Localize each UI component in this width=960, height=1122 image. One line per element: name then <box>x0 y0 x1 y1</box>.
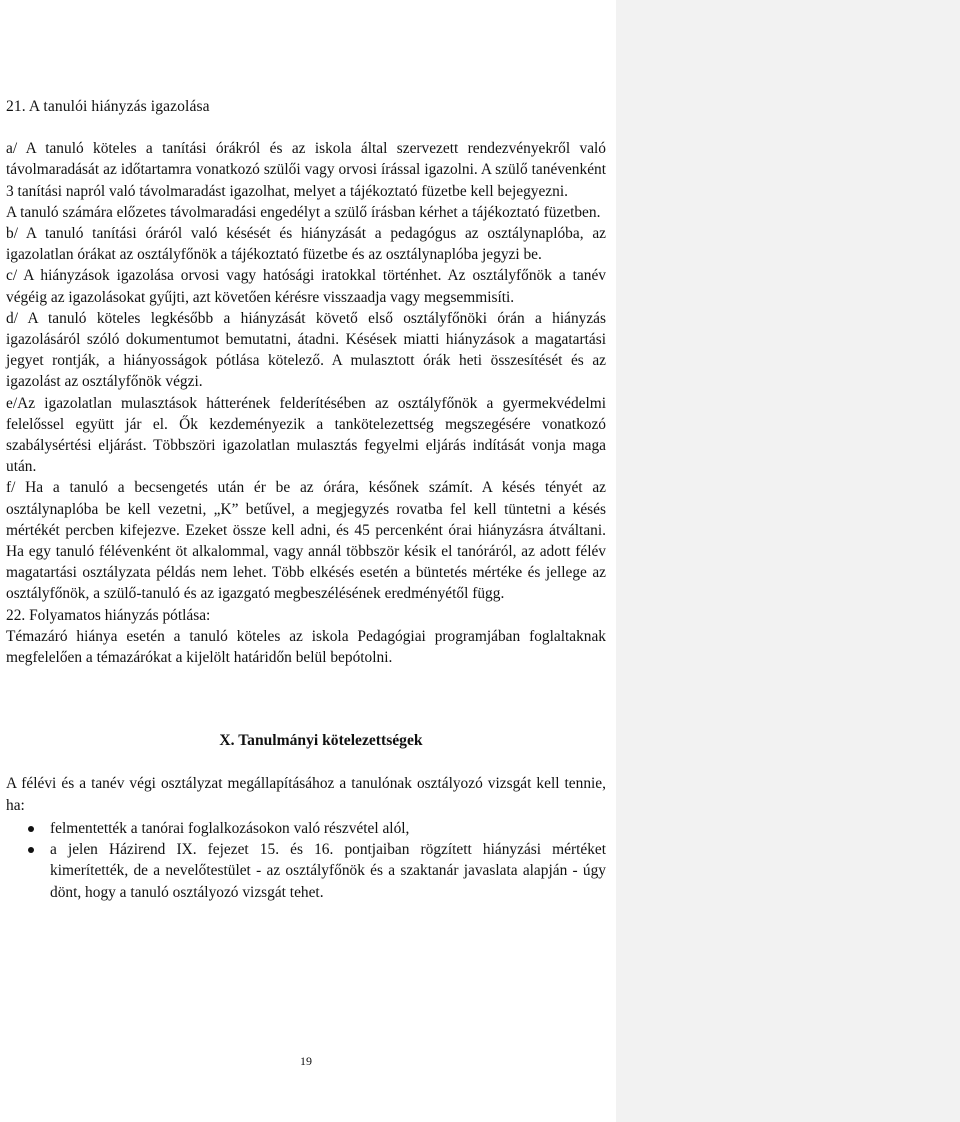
paragraph-b: b/ A tanuló tanítási óráról való késését és hiányzását a pedagógus az osztálynaplóba, az igazolatlan órákat az osztályfőnök a tájékoztató füzetbe és az osztálynaplóba jegyzi be. <box>6 225 606 264</box>
paragraph-22: Témazáró hiánya esetén a tanuló köteles az iskola Pedagógiai programjában foglaltaknak megfelelően a témazárókat a kijelölt határidőn belül bepótolni. <box>6 627 606 667</box>
bullet-icon <box>28 847 34 853</box>
list-item-text: a jelen Házirend IX. fejezet 15. és 16. pontjaiban rögzített hiányzási mértéket kimerítették, de a nevelőtestület - az osztályfőnök és a szaktanár javaslata alapján - úgy dönt, hogy a tanuló osztályozó vizsgát tehet. <box>50 841 606 901</box>
section-heading: 21. A tanulói hiányzás igazolása <box>6 98 210 115</box>
document-body <box>6 96 606 903</box>
paragraph-a: a/ A tanuló köteles a tanítási órákról és az iskola által szervezett rendezvényekről való távolmaradását az időtartamra vonatkozó szülői vagy orvosi írással igazolni. A szülő tanévenként 3 tanítási napról való távolmaradást igazolhat, melyet a tájékoztató füzetbe kell bejegyezni. <box>6 140 606 200</box>
bullet-icon <box>28 826 34 832</box>
paragraph-c: c/ A hiányzások igazolása orvosi vagy hatósági iratokkal történhet. Az osztályfőnök a tanév végéig az igazolásokat gyűjti, azt követően kérésre visszaadja vagy megsemmisíti. <box>6 267 606 306</box>
subheading-22: 22. Folyamatos hiányzás pótlása: <box>6 606 211 624</box>
chapter-title: X. Tanulmányi kötelezettségek <box>219 732 423 750</box>
paragraph-e: e/Az igazolatlan mulasztások hátterének felderítésében az osztályfőnök a gyermekvédelmi felelőssel együtt jár el. Ők kezdeményezik a tankötelezettség megszegésére vonatkozó szabálysértési eljárást. Többszöri igazolatlan mulasztás fegyelmi eljárás indítását vonja maga után. <box>6 394 606 476</box>
chapter-intro: A félévi és a tanév végi osztályzat megállapításához a tanulónak osztályozó vizsgát kell tennie, ha: <box>6 775 606 814</box>
comment-margin-panel <box>616 0 960 1122</box>
list-item <box>6 839 606 903</box>
paragraph-f: f/ Ha a tanuló a becsengetés után ér be az órára, későnek számít. A késés tényét az osztálynaplóba be kell vezetni, „K” betűvel, a megjegyzés rovatba fel kell tüntetni a késés mértékét percben kifejezve. Ezeket össze kell adni, és 45 percenként órai hiányzásra átváltani. Ha egy tanuló félévenként öt alkalommal, vagy annál többször késik el tanóráról, az adott félév magatartási osztályzata példás nem lehet. Több elkésés esetén a büntetés mértéke és jellege az osztályfőnök, a szülő-tanuló és az igazgató megbeszélésének eredményétől függ. <box>6 479 606 603</box>
list-item <box>6 818 606 839</box>
paragraph-a-note: A tanuló számára előzetes távolmaradási engedélyt a szülő írásban kérhet a tájékoztató füzetben. <box>6 203 601 221</box>
requirement-list <box>6 818 606 903</box>
paragraph-d: d/ A tanuló köteles legkésőbb a hiányzását követő első osztályfőnöki órán a hiányzás igazolásáról szóló dokumentumot bemutatni, átadni. Késések miatti hiányzások a magatartási jegyet rontják, a hiányosságok pótlása kötelező. A mulasztott órák heti összesítését és az igazolást az osztályfőnök végzi. <box>6 309 606 391</box>
page-number: 19 <box>300 1054 312 1068</box>
list-item-text: felmentették a tanórai foglalkozásokon való részvétel alól, <box>50 819 410 837</box>
